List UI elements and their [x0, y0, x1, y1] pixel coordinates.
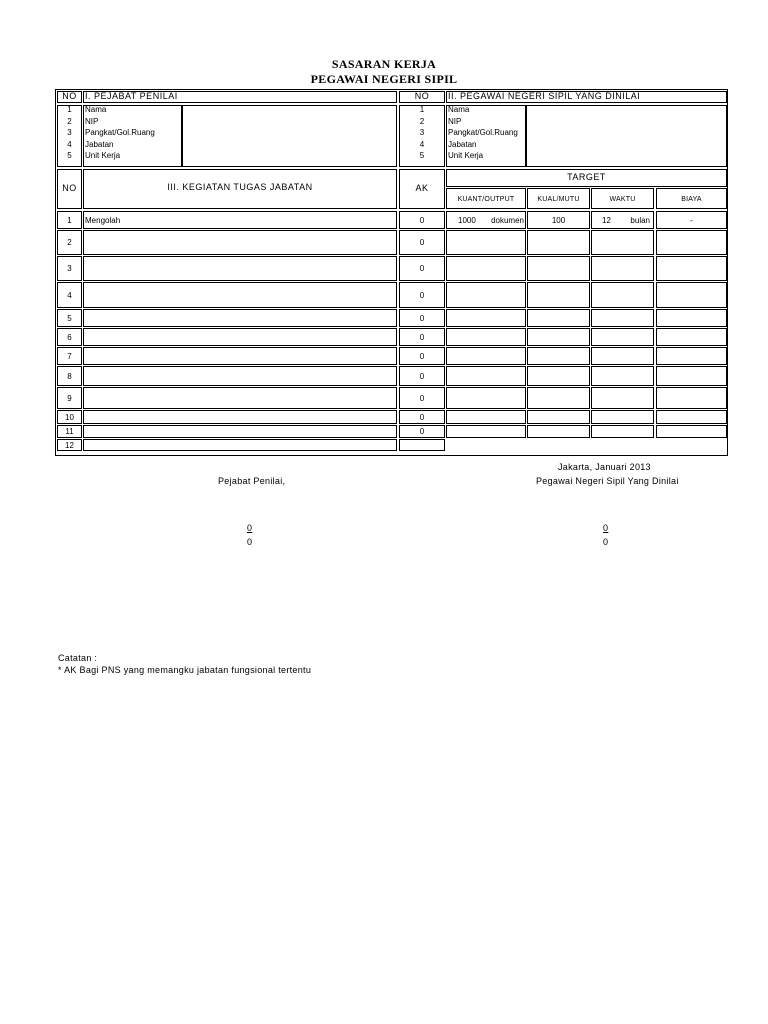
notes-line: * AK Bagi PNS yang memangku jabatan fungsional tertentu — [58, 665, 312, 675]
activity-name-cell — [83, 230, 397, 255]
biaya-cell — [656, 282, 727, 308]
target-col-header: KUANT/OUTPUT — [457, 196, 515, 203]
right-signer-name: 0 — [603, 523, 609, 533]
activities-no-header: NO — [62, 183, 77, 193]
activity-ak: 0 — [419, 264, 425, 273]
activity-ak: 0 — [419, 238, 425, 247]
activity-name-cell — [83, 425, 397, 438]
kual-cell — [527, 347, 590, 365]
activity-name-cell — [83, 328, 397, 346]
biaya-cell — [656, 366, 727, 386]
activity-name-cell — [83, 256, 397, 281]
waktu-value: 12 — [602, 216, 611, 225]
section1-row-label: NIP — [85, 116, 99, 126]
activity-ak: 0 — [419, 291, 425, 300]
section1-row-no: 5 — [67, 151, 72, 160]
section2-row-label: Pangkat/Gol.Ruang — [448, 128, 518, 137]
section2-row-label: Unit Kerja — [448, 151, 484, 160]
waktu-cell — [591, 328, 654, 346]
left-signer-title: Pejabat Penilai, — [218, 476, 286, 486]
waktu-cell — [591, 387, 654, 409]
section1-heading: I. PEJABAT PENILAI — [85, 91, 178, 101]
biaya-cell — [656, 410, 727, 424]
activity-name-cell — [83, 439, 397, 451]
kual-cell — [527, 387, 590, 409]
kuant-cell — [446, 410, 526, 424]
doc-title: SASARAN KERJA — [331, 57, 437, 71]
activity-no: 4 — [67, 291, 72, 300]
activity-no: 6 — [67, 333, 72, 342]
section2-row-no: 3 — [419, 128, 425, 137]
activity-no: 10 — [65, 413, 74, 422]
target-col-header: WAKTU — [609, 196, 636, 203]
activity-ak: 0 — [419, 216, 425, 225]
kual-cell — [527, 256, 590, 281]
biaya-cell — [656, 387, 727, 409]
activity-no: 2 — [67, 238, 72, 247]
kuant-cell — [446, 256, 526, 281]
section1-row-label: Pangkat/Gol.Ruang — [85, 128, 155, 137]
section1-row-no: 4 — [67, 139, 72, 149]
activity-ak: 0 — [419, 314, 425, 323]
activity-name-cell — [83, 309, 397, 327]
biaya-cell — [656, 256, 727, 281]
activity-name-cell — [83, 410, 397, 424]
waktu-cell — [591, 256, 654, 281]
biaya-cell — [656, 328, 727, 346]
activity-name-cell — [83, 387, 397, 409]
activity-no: 5 — [67, 314, 72, 323]
activity-name-cell — [83, 366, 397, 386]
left-signer-nip: 0 — [247, 537, 253, 547]
kual-cell — [527, 309, 590, 327]
section1-row-label: Nama — [85, 105, 107, 114]
left-signer-name: 0 — [247, 523, 253, 533]
waktu-cell — [591, 347, 654, 365]
activity-ak: 0 — [419, 352, 425, 361]
section1-no-header: NO — [62, 91, 77, 101]
activity-no: 12 — [65, 441, 74, 450]
kuant-cell — [446, 366, 526, 386]
section2-row-no: 5 — [419, 151, 425, 160]
kuant-cell — [446, 282, 526, 308]
biaya-cell — [656, 309, 727, 327]
activity-ak: 0 — [419, 427, 425, 436]
kuant-cell — [446, 347, 526, 365]
biaya-value: - — [690, 216, 693, 225]
section1-row-no: 1 — [67, 105, 72, 114]
kual-cell — [527, 230, 590, 255]
target-header: TARGET — [567, 172, 606, 182]
activity-no: 7 — [67, 352, 72, 361]
activity-ak: 0 — [419, 394, 425, 403]
right-signer-title: Pegawai Negeri Sipil Yang Dinilai — [536, 476, 679, 486]
activity-no: 8 — [67, 372, 72, 381]
activity-ak: 0 — [419, 333, 425, 342]
activity-ak: 0 — [419, 413, 425, 422]
activity-no: 3 — [67, 264, 72, 273]
activity-name-cell — [83, 282, 397, 308]
biaya-cell — [656, 230, 727, 255]
section2-value-col — [526, 105, 727, 167]
waktu-cell — [591, 366, 654, 386]
activity-no: 11 — [65, 427, 74, 436]
section2-no-header: NO — [414, 91, 430, 101]
biaya-cell — [656, 425, 727, 438]
kual-value: 100 — [551, 216, 566, 225]
kual-cell — [527, 410, 590, 424]
doc-subtitle: PEGAWAI NEGERI SIPIL — [310, 72, 458, 86]
section2-row-label: Jabatan — [448, 139, 477, 149]
kual-cell — [527, 425, 590, 438]
kuant-cell — [446, 387, 526, 409]
waktu-unit: bulan — [630, 216, 650, 225]
waktu-cell — [591, 230, 654, 255]
notes-heading: Catatan : — [58, 653, 98, 663]
waktu-cell — [591, 309, 654, 327]
target-col-header: BIAYA — [681, 196, 702, 203]
kuant-unit: dokumen — [491, 216, 524, 225]
section2-row-label: NIP — [448, 116, 462, 126]
section2-row-no: 2 — [419, 116, 425, 126]
section1-row-no: 3 — [67, 128, 72, 137]
ak-header: AK — [415, 183, 429, 193]
section2-row-label: Nama — [448, 105, 470, 114]
activity-name: Mengolah — [85, 216, 121, 225]
kuant-value: 1000 — [458, 216, 476, 225]
kuant-cell — [446, 309, 526, 327]
activities-heading: III. KEGIATAN TUGAS JABATAN — [167, 182, 313, 192]
section2-heading: II. PEGAWAI NEGERI SIPIL YANG DINILAI — [448, 91, 641, 101]
form-table — [55, 89, 728, 456]
activity-ak-cell — [399, 439, 445, 451]
section2-row-no: 1 — [419, 105, 425, 114]
section1-row-label: Unit Kerja — [85, 151, 121, 160]
waktu-cell — [591, 425, 654, 438]
activity-name-cell — [83, 347, 397, 365]
section1-row-label: Jabatan — [85, 139, 114, 149]
biaya-cell — [656, 347, 727, 365]
waktu-cell — [591, 282, 654, 308]
kuant-cell — [446, 328, 526, 346]
kual-cell — [527, 328, 590, 346]
section2-row-no: 4 — [419, 139, 425, 149]
target-col-header: KUAL/MUTU — [537, 196, 580, 203]
kual-cell — [527, 366, 590, 386]
activity-no: 1 — [67, 216, 72, 225]
section1-value-col — [182, 105, 397, 167]
kuant-cell — [446, 425, 526, 438]
section1-row-no: 2 — [67, 116, 72, 126]
activity-ak: 0 — [419, 372, 425, 381]
place-date: Jakarta, Januari 2013 — [558, 462, 651, 472]
activity-no: 9 — [67, 394, 72, 403]
kuant-cell — [446, 230, 526, 255]
waktu-cell — [591, 410, 654, 424]
right-signer-nip: 0 — [603, 537, 609, 547]
kual-cell — [527, 282, 590, 308]
